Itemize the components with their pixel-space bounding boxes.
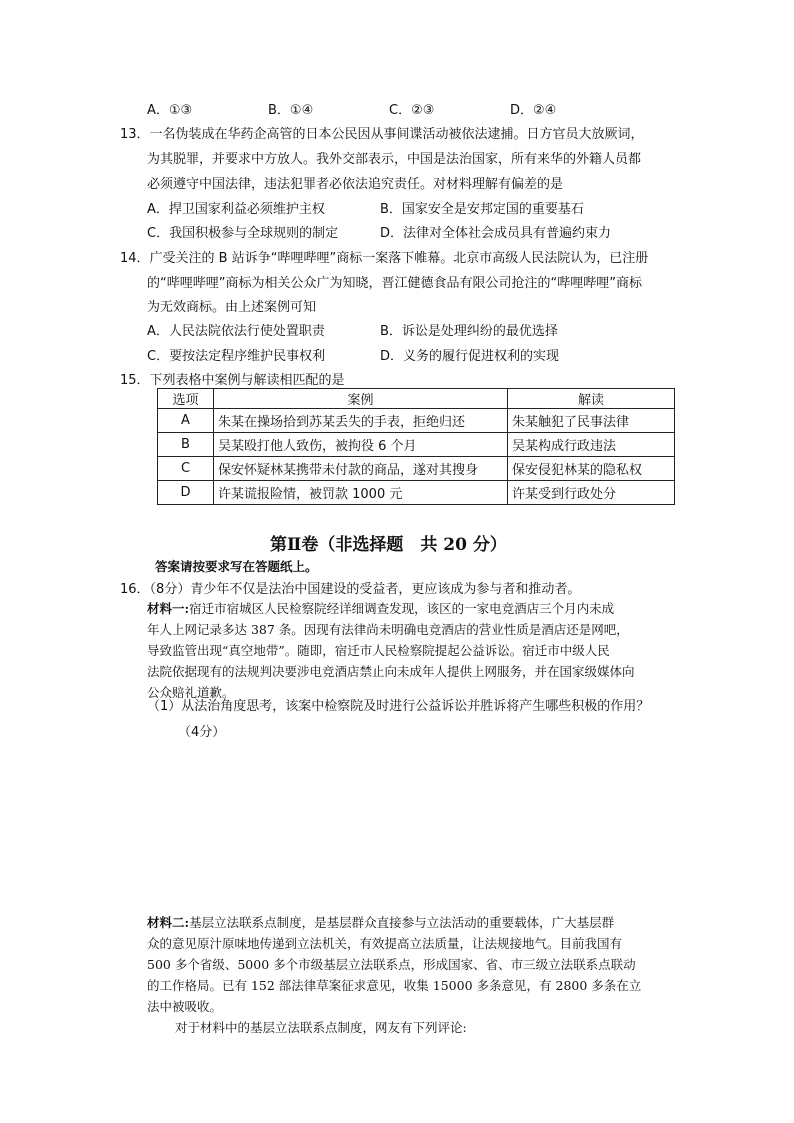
- q14-stem-line-1: 14．广受关注的 B 站诉争“哔哩哔哩”商标一案落下帷幕。北京市高级人民法院认为，已注册: [120, 251, 649, 266]
- material-1-label: 材料一:: [147, 601, 190, 616]
- q13-stem-line-3: 必须遵守中国法律，违法犯罪者必依法追究责任。对材料理解有偏差的是: [147, 177, 564, 192]
- q14-stem-line-2: 的“哔哩哔哩”商标为相关公众广为知晓，晋江健德食品有限公司抢注的“哔哩哔哩”商标: [147, 276, 642, 291]
- q12-option-c: C．②③: [389, 103, 435, 118]
- table-cell-case: 朱某在操场拾到苏某丢失的手表，拒绝归还: [214, 409, 508, 433]
- q16-sub-question-1: （1）从法治角度思考，该案中检察院及时进行公益诉讼并胜诉将产生哪些积极的作用？: [147, 699, 650, 714]
- column-header-case: 案例: [214, 389, 508, 409]
- q12-option-a: A．①③: [147, 103, 193, 118]
- q14-option-d: D．义务的履行促进权利的实现: [380, 349, 560, 364]
- column-header-interpretation: 解读: [508, 389, 675, 409]
- q16-sub-question-1-score: （4分）: [178, 725, 226, 740]
- material-1: [147, 598, 635, 703]
- q15-case-table: [157, 388, 675, 505]
- material-1-line: 法院依据现有的法规判决要涉电竞酒店禁止向未成年人提供上网服务，并在国家级媒体向: [147, 664, 635, 679]
- q13-option-a: A．捍卫国家利益必须维护主权: [147, 202, 325, 217]
- table-header-row: [158, 389, 675, 409]
- material-1-line: 年人上网记录多达 387 条。因现有法律尚未明确电竞酒店的营业性质是酒店还是网吧，: [147, 622, 629, 637]
- material-1-line: 导致监管出现“真空地带”。随即，宿迁市人民检察院提起公益诉讼。宿迁市中级人民: [147, 643, 610, 658]
- q14-stem-line-3: 为无效商标。由上述案例可知: [147, 300, 317, 315]
- section-title: 第Ⅱ卷（非选择题 共 20 分）: [270, 535, 507, 555]
- table-cell-interpretation: 许某受到行政处分: [508, 481, 675, 505]
- answer-instruction: 答案请按要求写在答题纸上。: [155, 559, 318, 574]
- table-cell-interpretation: 朱某触犯了民事法律: [508, 409, 675, 433]
- q16-stem: 16．（8分）青少年不仅是法治中国建设的受益者，更应该成为参与者和推动者。: [120, 582, 581, 597]
- table-cell-case: 吴某殴打他人致伤，被拘役 6 个月: [214, 433, 508, 457]
- material-2-line: 500 多个省级、5000 多个市级基层立法联系点，形成国家、省、市三级立法联系点联动: [147, 957, 636, 972]
- column-header-option: 选项: [158, 389, 214, 409]
- material-1-line: 公众赔礼道歉。: [147, 685, 235, 700]
- q13-option-b: B．国家安全是安邦定国的重要基石: [380, 202, 584, 217]
- q12-option-d: D．②④: [510, 103, 557, 118]
- table-cell-option: B: [158, 433, 214, 457]
- material-2: [147, 912, 641, 1038]
- table-row: [158, 433, 675, 457]
- table-cell-interpretation: 吴某构成行政违法: [508, 433, 675, 457]
- material-2-line: 法中被吸收。: [147, 999, 223, 1014]
- table-row: [158, 457, 675, 481]
- table-row: [158, 481, 675, 505]
- q13-option-d: D．法律对全体社会成员具有普遍约束力: [380, 226, 612, 241]
- table-cell-case: 保安怀疑林某携带未付款的商品，遂对其搜身: [214, 457, 508, 481]
- material-1-line: 宿迁市宿城区人民检察院经详细调查发现，该区的一家电竞酒店三个月内未成: [189, 601, 615, 616]
- q15-stem: 15．下列表格中案例与解读相匹配的是: [120, 373, 345, 388]
- q14-option-c: C．要按法定程序维护民事权利: [147, 349, 326, 364]
- table-cell-option: A: [158, 409, 214, 433]
- material-2-line: 的工作格局。已有 152 部法律草案征求意见，收集 15000 多条意见，有 2800 多条在立: [147, 978, 642, 993]
- q13-stem-line-1: 13．一名伪装成在华药企高管的日本公民因从事间谍活动被依法逮捕。日方官员大放厥词，: [120, 127, 644, 142]
- table-row: [158, 409, 675, 433]
- material-2-label: 材料二:: [147, 915, 190, 930]
- table-cell-interpretation: 保安侵犯林某的隐私权: [508, 457, 675, 481]
- q13-option-c: C．我国积极参与全球规则的制定: [147, 226, 339, 241]
- table-cell-option: C: [158, 457, 214, 481]
- table-cell-case: 许某谎报险情，被罚款 1000 元: [214, 481, 508, 505]
- material-2-line: 众的意见原汁原味地传递到立法机关，有效提高立法质量，让法规接地气。目前我国有: [147, 936, 623, 951]
- comment-intro: 对于材料中的基层立法联系点制度，网友有下列评论:: [175, 1020, 467, 1035]
- table-cell-option: D: [158, 481, 214, 505]
- material-2-line: 基层立法联系点制度，是基层群众直接参与立法活动的重要载体，广大基层群: [189, 915, 615, 930]
- q14-option-b: B．诉讼是处理纠纷的最优选择: [380, 324, 558, 339]
- q14-option-a: A．人民法院依法行使处置职责: [147, 324, 325, 339]
- q12-option-b: B．①④: [268, 103, 314, 118]
- q13-stem-line-2: 为其脱罪，并要求中方放人。我外交部表示，中国是法治国家，所有来华的外籍人员都: [147, 152, 642, 167]
